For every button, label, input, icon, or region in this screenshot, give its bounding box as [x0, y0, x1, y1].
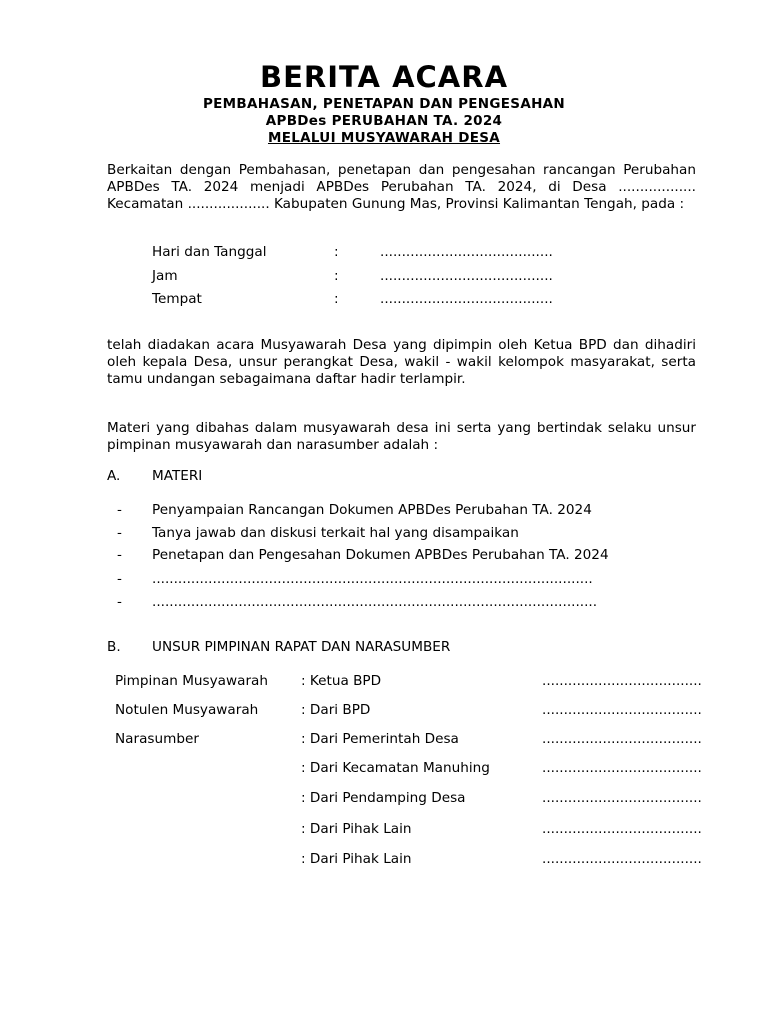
document-title: BERITA ACARA — [259, 60, 509, 94]
signature-line: ..................................... — [542, 790, 702, 806]
participant-source: : Dari Kecamatan Manuhing — [301, 760, 490, 776]
material-item-text: Tanya jawab dan diskusi terkait hal yang disampaikan — [152, 525, 519, 541]
bullet-dash: - — [117, 525, 122, 541]
signature-line: ..................................... — [542, 731, 702, 747]
participant-source: : Dari BPD — [301, 702, 371, 718]
participant-source: : Dari Pihak Lain — [301, 851, 412, 867]
detail-separator: : — [334, 291, 339, 307]
intro-paragraph: Berkaitan dengan Pembahasan, penetapan dan pengesahan rancangan Perubahan APBDes TA. 2024 menjadi APBDes Perubahan TA. 2024, di Desa .................. Kecamatan ................... Kabupaten Gunung Mas, Provinsi Kalimantan Tengah, pada : — [107, 162, 696, 212]
signature-line: ..................................... — [542, 702, 702, 718]
participant-source: : Dari Pemerintah Desa — [301, 731, 459, 747]
material-item-text: ....................................................................................................... — [152, 594, 598, 610]
detail-label: Tempat — [152, 291, 202, 307]
signature-line: ..................................... — [542, 673, 702, 689]
detail-value: ........................................ — [380, 244, 553, 260]
section-b-letter: B. — [107, 639, 121, 655]
signature-line: ..................................... — [542, 760, 702, 776]
bullet-dash: - — [117, 502, 122, 518]
material-paragraph: Materi yang dibahas dalam musyawarah desa ini serta yang bertindak selaku unsur pimpinan musyawarah dan narasumber adalah : — [107, 420, 696, 453]
event-paragraph: telah diadakan acara Musyawarah Desa yang dipimpin oleh Ketua BPD dan dihadiri oleh kepala Desa, unsur perangkat Desa, wakil - wakil kelompok masyarakat, serta tamu undangan sebagaimana daftar hadir terlampir. — [107, 337, 696, 387]
signature-line: ..................................... — [542, 851, 702, 867]
section-b-title: UNSUR PIMPINAN RAPAT DAN NARASUMBER — [152, 639, 451, 655]
bullet-dash: - — [117, 547, 122, 563]
detail-separator: : — [334, 244, 339, 260]
section-a-title: MATERI — [152, 468, 203, 484]
detail-value: ........................................ — [380, 291, 553, 307]
document-subtitle-3: MELALUI MUSYAWARAH DESA — [267, 130, 501, 146]
detail-separator: : — [334, 268, 339, 284]
participant-source: : Dari Pihak Lain — [301, 821, 412, 837]
bullet-dash: - — [117, 571, 122, 587]
document-subtitle-2: APBDes PERUBAHAN TA. 2024 — [265, 113, 503, 129]
material-item-text: Penyampaian Rancangan Dokumen APBDes Perubahan TA. 2024 — [152, 502, 592, 518]
participant-role: Notulen Musyawarah — [115, 702, 259, 718]
participant-role: Narasumber — [115, 731, 199, 747]
participant-source: : Ketua BPD — [301, 673, 382, 689]
participant-source: : Dari Pendamping Desa — [301, 790, 466, 806]
document-subtitle-1: PEMBAHASAN, PENETAPAN DAN PENGESAHAN — [202, 96, 566, 112]
detail-label: Jam — [152, 268, 178, 284]
material-item-text: ...................................................................................................... — [152, 571, 593, 587]
signature-line: ..................................... — [542, 821, 702, 837]
detail-value: ........................................ — [380, 268, 553, 284]
section-a-letter: A. — [107, 468, 121, 484]
participant-role: Pimpinan Musyawarah — [115, 673, 268, 689]
bullet-dash: - — [117, 594, 122, 610]
detail-label: Hari dan Tanggal — [152, 244, 267, 260]
material-item-text: Penetapan dan Pengesahan Dokumen APBDes Perubahan TA. 2024 — [152, 547, 609, 563]
